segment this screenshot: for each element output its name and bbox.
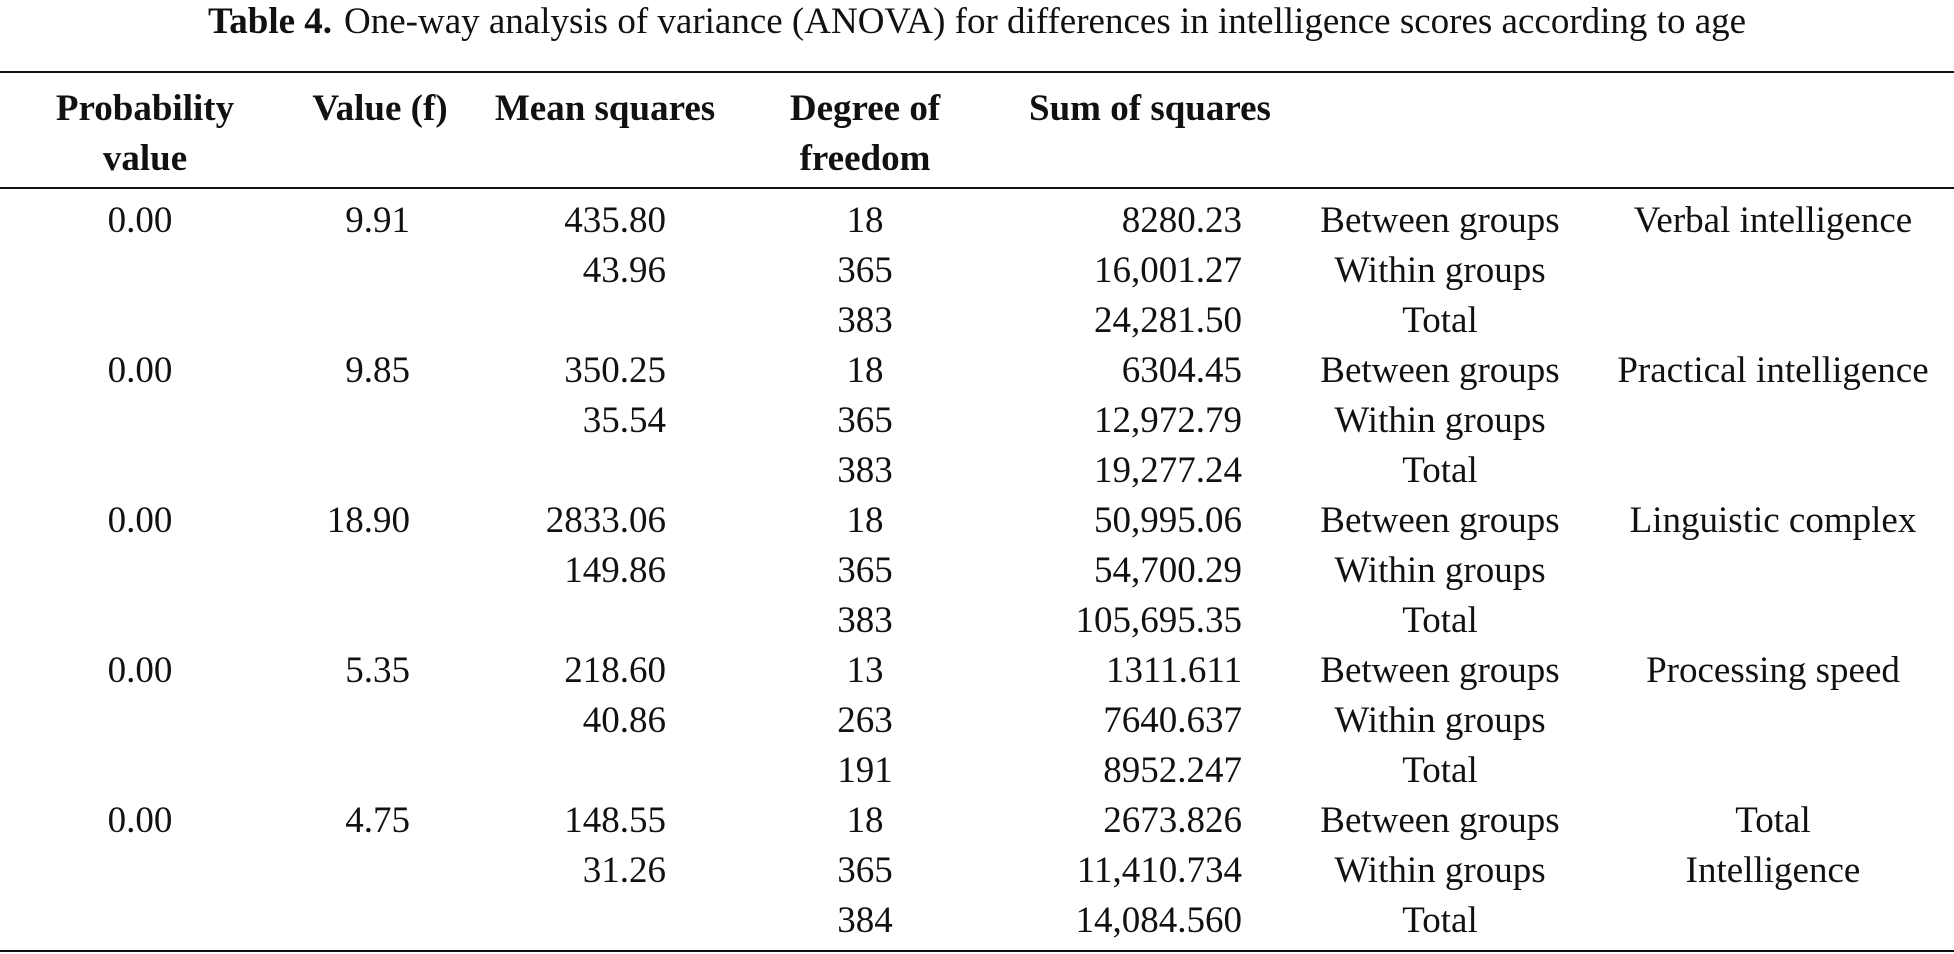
cell-variable bbox=[1592, 546, 1954, 596]
cell-source: Within groups bbox=[1334, 550, 1546, 591]
cell-probability-value bbox=[60, 296, 220, 346]
cell-sum-of-squares: 6304.45 bbox=[1121, 350, 1242, 391]
cell-value-f: 18.90 bbox=[326, 500, 410, 541]
cell-variable: Verbal intelligence bbox=[1633, 200, 1913, 241]
table-row bbox=[0, 646, 1954, 696]
table-row bbox=[0, 746, 1954, 796]
cell-source: Between groups bbox=[1320, 650, 1560, 691]
cell-value-f: 9.85 bbox=[345, 350, 410, 391]
cell-mean-squares: 435.80 bbox=[564, 200, 666, 241]
cell-degree-of-freedom: 18 bbox=[846, 800, 884, 841]
table-row bbox=[0, 396, 1954, 446]
cell-source: Total bbox=[1402, 300, 1478, 341]
cell-probability-value bbox=[60, 546, 220, 596]
cell-variable: Intelligence bbox=[1685, 850, 1861, 891]
cell-sum-of-squares: 7640.637 bbox=[1103, 700, 1242, 741]
cell-variable bbox=[1592, 696, 1954, 746]
table-top-rule bbox=[0, 71, 1954, 73]
cell-probability-value: 0.00 bbox=[107, 650, 173, 691]
cell-degree-of-freedom: 263 bbox=[837, 700, 893, 741]
table-bottom-rule bbox=[0, 950, 1954, 952]
cell-degree-of-freedom: 383 bbox=[837, 600, 893, 641]
table-row bbox=[0, 296, 1954, 346]
cell-variable: Processing speed bbox=[1646, 650, 1900, 691]
cell-degree-of-freedom: 365 bbox=[837, 550, 893, 591]
table-body bbox=[0, 196, 1954, 946]
cell-sum-of-squares: 19,277.24 bbox=[1094, 450, 1242, 491]
cell-source: Within groups bbox=[1334, 400, 1546, 441]
header-degree-of-freedom: Degree of freedom bbox=[789, 88, 941, 179]
cell-source: Total bbox=[1402, 600, 1478, 641]
cell-sum-of-squares: 54,700.29 bbox=[1094, 550, 1242, 591]
cell-probability-value bbox=[60, 696, 220, 746]
cell-mean-squares: 43.96 bbox=[582, 250, 666, 291]
cell-sum-of-squares: 24,281.50 bbox=[1094, 300, 1242, 341]
cell-degree-of-freedom: 13 bbox=[846, 650, 884, 691]
cell-mean-squares: 149.86 bbox=[564, 550, 666, 591]
cell-probability-value bbox=[60, 246, 220, 296]
cell-degree-of-freedom: 365 bbox=[837, 250, 893, 291]
cell-source: Total bbox=[1402, 900, 1478, 941]
cell-sum-of-squares: 105,695.35 bbox=[1075, 600, 1242, 641]
cell-variable bbox=[1592, 446, 1954, 496]
cell-probability-value bbox=[60, 396, 220, 446]
cell-variable bbox=[1592, 746, 1954, 796]
cell-source: Between groups bbox=[1320, 350, 1560, 391]
cell-probability-value bbox=[60, 746, 220, 796]
cell-probability-value: 0.00 bbox=[107, 350, 173, 391]
cell-variable: Linguistic complex bbox=[1629, 500, 1917, 541]
cell-source: Between groups bbox=[1320, 500, 1560, 541]
table-row bbox=[0, 596, 1954, 646]
cell-variable bbox=[1592, 296, 1954, 346]
header-sum-of-squares: Sum of squares bbox=[1029, 88, 1271, 129]
cell-variable bbox=[1592, 246, 1954, 296]
cell-degree-of-freedom: 18 bbox=[846, 500, 884, 541]
header-mean-squares: Mean squares bbox=[494, 88, 716, 129]
header-value-f: Value (f) bbox=[312, 88, 448, 129]
cell-probability-value bbox=[60, 846, 220, 896]
cell-mean-squares: 31.26 bbox=[582, 850, 666, 891]
cell-source: Total bbox=[1402, 450, 1478, 491]
table-row bbox=[0, 846, 1954, 896]
cell-sum-of-squares: 11,410.734 bbox=[1076, 850, 1242, 891]
cell-probability-value bbox=[60, 896, 220, 946]
cell-degree-of-freedom: 383 bbox=[837, 300, 893, 341]
cell-source: Within groups bbox=[1334, 850, 1546, 891]
table-row bbox=[0, 446, 1954, 496]
cell-value-f: 9.91 bbox=[345, 200, 410, 241]
table-caption bbox=[0, 0, 1954, 44]
cell-variable: Practical intelligence bbox=[1617, 350, 1929, 391]
cell-source: Within groups bbox=[1334, 250, 1546, 291]
table-row bbox=[0, 796, 1954, 846]
cell-mean-squares: 40.86 bbox=[582, 700, 666, 741]
cell-variable bbox=[1592, 596, 1954, 646]
cell-degree-of-freedom: 384 bbox=[837, 900, 893, 941]
cell-source: Between groups bbox=[1320, 800, 1560, 841]
cell-variable bbox=[1592, 396, 1954, 446]
cell-degree-of-freedom: 18 bbox=[846, 350, 884, 391]
table-row bbox=[0, 196, 1954, 246]
cell-mean-squares: 350.25 bbox=[564, 350, 666, 391]
cell-degree-of-freedom: 365 bbox=[837, 850, 893, 891]
table-caption-label: Table 4. bbox=[207, 1, 333, 42]
table-row bbox=[0, 246, 1954, 296]
table-header-rule bbox=[0, 187, 1954, 189]
table-row bbox=[0, 346, 1954, 396]
cell-mean-squares: 218.60 bbox=[564, 650, 666, 691]
table-row bbox=[0, 546, 1954, 596]
cell-probability-value bbox=[60, 446, 220, 496]
cell-degree-of-freedom: 191 bbox=[837, 750, 893, 791]
cell-mean-squares: 35.54 bbox=[582, 400, 666, 441]
cell-probability-value: 0.00 bbox=[107, 200, 173, 241]
cell-degree-of-freedom: 18 bbox=[846, 200, 884, 241]
cell-sum-of-squares: 8952.247 bbox=[1103, 750, 1242, 791]
cell-sum-of-squares: 50,995.06 bbox=[1094, 500, 1242, 541]
cell-source: Within groups bbox=[1334, 700, 1546, 741]
cell-value-f: 5.35 bbox=[345, 650, 410, 691]
cell-mean-squares: 2833.06 bbox=[545, 500, 666, 541]
cell-sum-of-squares: 14,084.560 bbox=[1075, 900, 1242, 941]
table-row bbox=[0, 696, 1954, 746]
table-row bbox=[0, 896, 1954, 946]
cell-sum-of-squares: 1311.611 bbox=[1105, 650, 1242, 691]
cell-value-f: 4.75 bbox=[345, 800, 410, 841]
cell-probability-value bbox=[60, 596, 220, 646]
cell-variable: Total bbox=[1735, 800, 1811, 841]
cell-sum-of-squares: 2673.826 bbox=[1103, 800, 1242, 841]
cell-mean-squares: 148.55 bbox=[564, 800, 666, 841]
table-caption-text: One-way analysis of variance (ANOVA) for differences in intelligence scores according to age bbox=[344, 1, 1747, 42]
cell-sum-of-squares: 8280.23 bbox=[1121, 200, 1242, 241]
table-row bbox=[0, 496, 1954, 546]
cell-source: Between groups bbox=[1320, 200, 1560, 241]
cell-variable bbox=[1592, 896, 1954, 946]
cell-degree-of-freedom: 365 bbox=[837, 400, 893, 441]
cell-probability-value: 0.00 bbox=[107, 800, 173, 841]
cell-sum-of-squares: 16,001.27 bbox=[1094, 250, 1242, 291]
header-probability-value: Probability value bbox=[55, 88, 235, 179]
cell-source: Total bbox=[1402, 750, 1478, 791]
cell-sum-of-squares: 12,972.79 bbox=[1094, 400, 1242, 441]
cell-degree-of-freedom: 383 bbox=[837, 450, 893, 491]
cell-probability-value: 0.00 bbox=[107, 500, 173, 541]
